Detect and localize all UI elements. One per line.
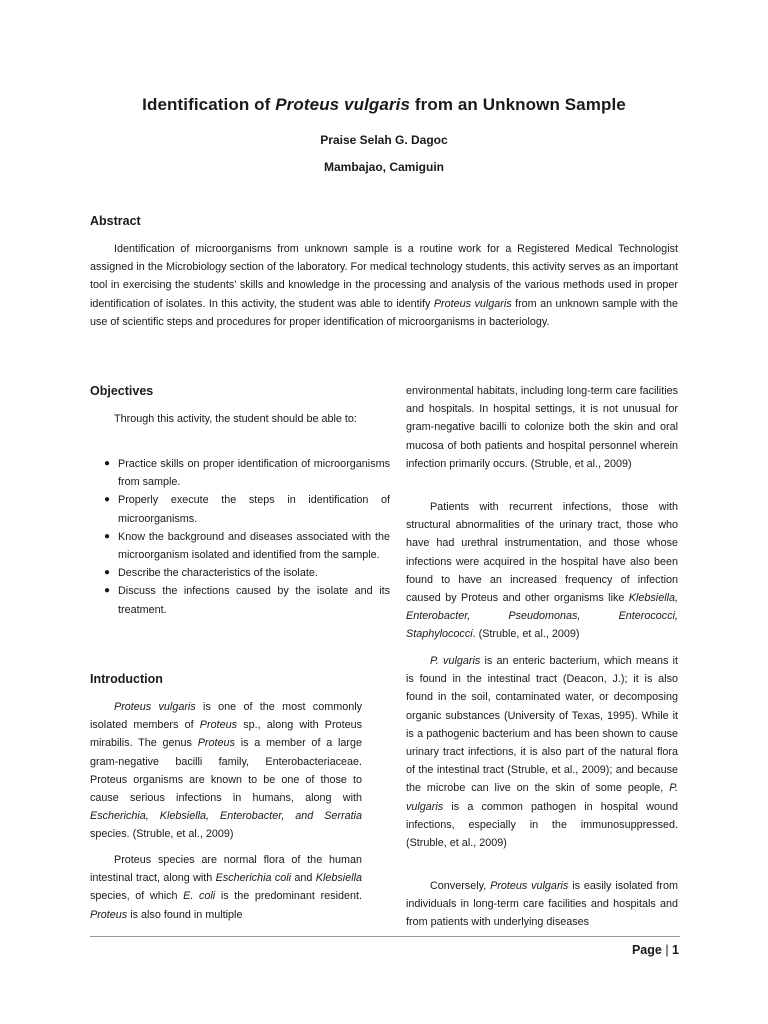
page-number: Page | 1 (631, 943, 679, 957)
title-text: Identification of (142, 95, 276, 114)
list-item: ● Know the background and diseases associated with the microorganism isolated and identified from the sample. (104, 530, 390, 562)
abstract-paragraph: Identification of microorganisms from unknown sample is a routine work for a Registered Medical Technologist assigned in the Microbiology section of the laboratory. For medical technology students, this activity serves as an important tool in exercising the students’ skills and knowledge in the processing and analysis of the various methods used in proper identification of isolates. In this activity, the student was able to identify Proteus vulgaris from an unknown sample with the use of scientific steps and procedures for proper identification of microorganisms in bacteriology. (90, 243, 678, 328)
objectives-intro: Through this activity, the student should be able to: (114, 413, 357, 425)
objectives-heading: Objectives (90, 384, 154, 398)
objectives-list (90, 455, 390, 619)
right-paragraph-3: P. vulgaris is an enteric bacterium, which means it is found in the intestinal tract (Deacon, J.); it is also found in the soil, contaminated water, or decomposing organic substances (University of Texas, 1995). While it is a pathogenic bacterium and has been shown to cause urinary tract infections, it is also part of the natural flora of the intestinal tract (Struble, et al., 2009); and because the microbe can live on the skin of some people, P. vulgaris is a common pathogen in hospital wound infections, especially in the immunosuppressed. (Struble, et al., 2009) (406, 655, 678, 850)
title-text-end: from an Unknown Sample (410, 95, 626, 114)
right-paragraph-4: Conversely, Proteus vulgaris is easily isolated from individuals in long-term care facilities and hospitals and from patients with underlying diseases (406, 880, 678, 929)
title-species: Proteus vulgaris (275, 95, 411, 114)
document-title (0, 95, 768, 115)
right-paragraph-2: Patients with recurrent infections, those with structural abnormalities of the urinary tract, those who have had urethral instrumentation, and those whose infections were acquired in the hospital have also been found to have an increased frequency of infection caused by Proteus and other organisms like Klebsiella, Enterobacter, Pseudomonas, Enterococci, Staphylococci. (Struble, et al., 2009) (406, 501, 678, 641)
list-item: ● Describe the characteristics of the isolate. (104, 567, 318, 580)
introduction-paragraph-1: Proteus vulgaris is one of the most commonly isolated members of Proteus sp., along with Proteus mirabilis. The genus Proteus is a member of a large gram-negative bacilli family, Enterobacteriaceae. Proteus organisms are known to be one of those to cause serious infections in humans, along with Escherichia, Klebsiella, Enterobacter, and Serratia species. (Struble, et al., 2009) (90, 701, 363, 841)
list-item: ● Practice skills on proper identification of microorganisms from sample. (104, 458, 390, 489)
list-item: ● Properly execute the steps in identification of microorganisms. (104, 494, 390, 525)
author-location: Mambajao, Camiguin (323, 160, 445, 174)
right-paragraph-1: environmental habitats, including long-term care facilities and hospitals. In hospital settings, it is not unusual for gram-negative bacilli to colonize both the skin and oral mucosa of both patients and hospital personnel wherein infection primarily occurs. (Struble, et al., 2009) (406, 385, 678, 470)
list-item: ● Discuss the infections caused by the isolate and its treatment. (104, 585, 390, 616)
introduction-paragraph-2: Proteus species are normal flora of the human intestinal tract, along with Escherichia coli and Klebsiella species, of which E. coli is the predominant resident. Proteus is also found in multiple (90, 854, 362, 921)
abstract-heading: Abstract (90, 214, 141, 228)
introduction-heading: Introduction (90, 672, 163, 686)
author-name: Praise Selah G. Dagoc (320, 133, 448, 147)
footer-divider (90, 936, 680, 937)
